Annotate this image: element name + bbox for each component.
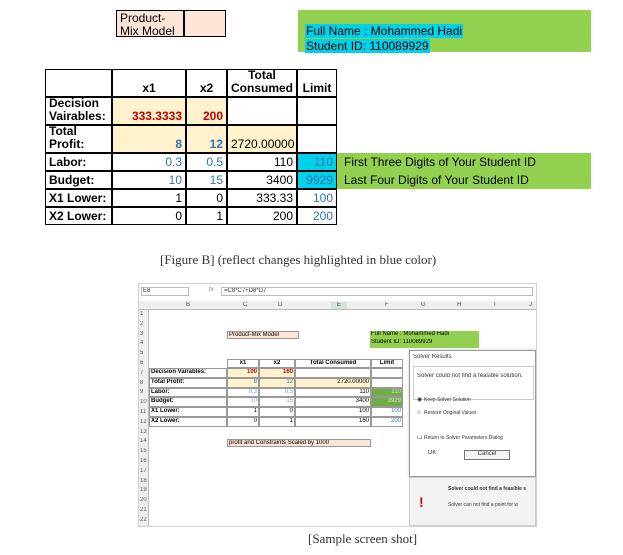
formula-text[interactable]: =C8*C7+D8*D7 <box>221 287 533 296</box>
decision-total-cell <box>227 97 297 125</box>
sample-cell-label[interactable]: X2 Lower: <box>149 417 227 427</box>
x1lower-x1-cell[interactable]: 1 <box>112 189 186 207</box>
profit-x2-cell[interactable]: 12 <box>186 125 227 153</box>
row-number[interactable]: 7 <box>140 369 144 376</box>
column-header-i[interactable]: I <box>494 302 496 308</box>
header-total-consumed: Total Consumed <box>227 69 297 97</box>
solver-message-box <box>413 366 534 400</box>
label-decision-variables: Decision Vairables: <box>45 97 112 125</box>
keep-solution-radio[interactable]: ◉ <box>417 397 423 403</box>
solver-dialog-title: Solver Results <box>413 354 452 360</box>
name-box[interactable]: E8 <box>141 287 189 296</box>
budget-x1-cell[interactable]: 10 <box>112 171 186 189</box>
budget-limit-cell[interactable]: 9929 <box>297 171 337 189</box>
column-header-c[interactable]: C <box>243 302 248 308</box>
column-header-j[interactable]: J <box>529 302 532 308</box>
sample-cell-label[interactable]: Decision Vairables: <box>149 368 227 378</box>
x1lower-total-cell[interactable]: 333.33 <box>227 189 297 207</box>
row-number[interactable]: 19 <box>140 487 147 494</box>
labor-limit-cell[interactable]: 110 <box>297 153 337 171</box>
row-number[interactable]: 11 <box>140 409 147 415</box>
keep-solution-label[interactable]: Keep Solver Solution <box>424 397 471 403</box>
formula-fx-icon: fx <box>209 287 214 293</box>
row-number[interactable]: 6 <box>140 360 144 366</box>
header-blank <box>45 69 112 97</box>
row-number[interactable]: 17 <box>140 467 147 474</box>
sample-cell-x2[interactable]: 15 <box>259 397 295 407</box>
sample-caption: [Sample screen shot] <box>308 531 418 546</box>
label-total-profit: Total Profit: <box>45 125 112 153</box>
solver-message: Solver could not find a feasible solution. <box>417 373 523 379</box>
row-number[interactable]: 21 <box>140 507 147 513</box>
sample-cell-total[interactable]: 160 <box>295 417 371 427</box>
sample-header-limit[interactable]: Limit <box>371 359 403 368</box>
student-info-box <box>298 10 591 52</box>
x1lower-limit-cell[interactable]: 100 <box>297 189 337 207</box>
sample-cell-x1[interactable]: 10 <box>227 397 259 407</box>
sample-scaled-note: profit and Constraints Scaled by 1000 <box>227 439 371 447</box>
row-number[interactable]: 2 <box>140 320 144 327</box>
figure-caption: [Figure B] (reflect changes highlighted in blue color) <box>160 252 437 267</box>
sample-cell-total[interactable]: 100 <box>295 407 371 417</box>
labor-x2-cell[interactable]: 0.5 <box>186 153 227 171</box>
row-number[interactable]: 4 <box>140 340 144 347</box>
solver-warning-panel <box>409 477 536 526</box>
sample-cell-label[interactable]: Labor: <box>149 388 227 398</box>
sample-cell-x2[interactable]: 0 <box>259 407 295 417</box>
sample-cell-x2[interactable]: 160 <box>259 368 295 378</box>
budget-x2-cell[interactable]: 15 <box>186 171 227 189</box>
sample-screenshot <box>138 283 537 527</box>
sample-cell-x2[interactable]: 0.5 <box>259 388 295 398</box>
decision-limit-cell <box>297 97 337 125</box>
row-number[interactable]: 22 <box>140 516 147 523</box>
header-limit: Limit <box>297 69 337 97</box>
sample-cell-total[interactable]: 2720.00000 <box>295 378 371 388</box>
sample-cell-limit[interactable]: 3929 <box>371 397 403 407</box>
warning-title: Solver could not find a feasible s <box>448 486 527 492</box>
row-number[interactable]: 1 <box>140 311 144 317</box>
sample-cell-label[interactable]: X1 Lower: <box>149 407 227 417</box>
sample-header-x2[interactable]: x2 <box>259 359 295 368</box>
row-number[interactable]: 12 <box>140 418 147 425</box>
row-number[interactable]: 20 <box>140 497 147 504</box>
column-header-f[interactable]: F <box>385 302 389 308</box>
budget-note: Last Four Digits of Your Student ID <box>337 171 591 189</box>
sample-cell-limit[interactable]: 100 <box>371 407 403 417</box>
warning-icon: ! <box>419 494 424 510</box>
column-header-b[interactable]: B <box>186 302 191 308</box>
cancel-button[interactable]: Cancel <box>464 450 510 460</box>
restore-values-radio[interactable]: ○ <box>417 410 421 416</box>
column-header-h[interactable]: H <box>457 302 462 308</box>
labor-note: First Three Digits of Your Student ID <box>337 153 591 171</box>
sample-cell-total[interactable] <box>295 368 371 378</box>
row-number[interactable]: 13 <box>140 428 147 435</box>
row-number[interactable]: 5 <box>140 350 144 357</box>
sample-cell-total[interactable]: 110 <box>295 388 371 398</box>
sample-cell-x2[interactable]: 1 <box>259 417 295 427</box>
labor-x1-cell[interactable]: 0.3 <box>112 153 186 171</box>
column-header-d[interactable]: D <box>278 302 283 308</box>
sample-cell-limit[interactable]: 110 <box>371 388 403 398</box>
row-number[interactable]: 14 <box>140 438 147 445</box>
profit-total-cell[interactable]: 2720.00000 <box>227 125 297 153</box>
sample-full-name: Full Name : Mohammed Hadi <box>371 331 450 337</box>
column-header-g[interactable]: G <box>421 302 426 308</box>
sample-cell-x1[interactable]: 0 <box>227 417 259 427</box>
row-number[interactable]: 18 <box>140 477 147 484</box>
decision-x2-cell[interactable]: 200 <box>186 97 227 125</box>
profit-x1-cell[interactable]: 8 <box>112 125 186 153</box>
labor-total-cell[interactable]: 110 <box>227 153 297 171</box>
sample-header-x1[interactable]: x1 <box>227 359 259 368</box>
sample-cell-total[interactable]: 3400 <box>295 397 371 407</box>
full-name-text: Full Name : Mohammed Hadi <box>306 24 463 38</box>
row-number[interactable]: 8 <box>140 379 144 386</box>
x2lower-total-cell[interactable]: 200 <box>227 207 297 225</box>
header-x1: x1 <box>112 69 186 97</box>
row-number[interactable]: 15 <box>140 448 147 455</box>
sample-cell-limit[interactable]: 200 <box>371 417 403 427</box>
label-x1-lower: X1 Lower: <box>45 189 112 207</box>
sample-cell-x1[interactable]: 100 <box>227 368 259 378</box>
profit-limit-cell <box>297 125 337 153</box>
warning-text: Solver can not find a point for w <box>448 502 519 508</box>
x2lower-limit-cell[interactable]: 200 <box>297 207 337 225</box>
x1lower-x2-cell[interactable]: 0 <box>186 189 227 207</box>
sample-cell-x1[interactable]: 0.3 <box>227 388 259 398</box>
label-labor: Labor: <box>45 153 112 171</box>
return-label[interactable]: Return to Solver Parameters Dialog <box>424 435 503 441</box>
row-number[interactable]: 9 <box>140 389 144 396</box>
restore-values-label[interactable]: Restore Original Values <box>424 410 477 416</box>
decision-x1-cell[interactable]: 333.3333 <box>112 97 186 125</box>
sample-cell-limit[interactable] <box>371 378 403 388</box>
sample-cell-x1[interactable]: 8 <box>227 378 259 388</box>
x2lower-x2-cell[interactable]: 1 <box>186 207 227 225</box>
x2lower-x1-cell[interactable]: 0 <box>112 207 186 225</box>
model-label-empty-cell <box>184 10 226 37</box>
sample-header-total[interactable]: Total Consumed <box>295 359 371 368</box>
label-budget: Budget: <box>45 171 112 189</box>
row-number[interactable]: 3 <box>140 330 144 337</box>
budget-total-cell[interactable]: 3400 <box>227 171 297 189</box>
ok-button[interactable]: OK <box>427 450 437 456</box>
row-number[interactable]: 16 <box>140 458 147 464</box>
solver-results-dialog <box>409 350 536 477</box>
sample-student-id: Student ID: 110089929 <box>371 339 433 345</box>
sample-cell-label[interactable]: Budget: <box>149 397 227 407</box>
return-checkbox[interactable]: ☐ <box>417 435 423 441</box>
sample-cell-x2[interactable]: 12 <box>259 378 295 388</box>
row-number[interactable]: 10 <box>140 399 147 406</box>
label-x2-lower: X2 Lower: <box>45 207 112 225</box>
sample-cell-limit[interactable] <box>371 368 403 378</box>
column-header-e[interactable]: E <box>331 302 347 309</box>
sample-cell-label[interactable]: Total Profit: <box>149 378 227 388</box>
header-x2: x2 <box>186 69 227 97</box>
sample-model-label: Product-Mix Model <box>227 331 299 339</box>
student-id-text: Student ID: 110089929 <box>306 39 429 53</box>
sample-cell-x1[interactable]: 1 <box>227 407 259 417</box>
model-label-cell: Product- Mix Model <box>116 10 184 37</box>
